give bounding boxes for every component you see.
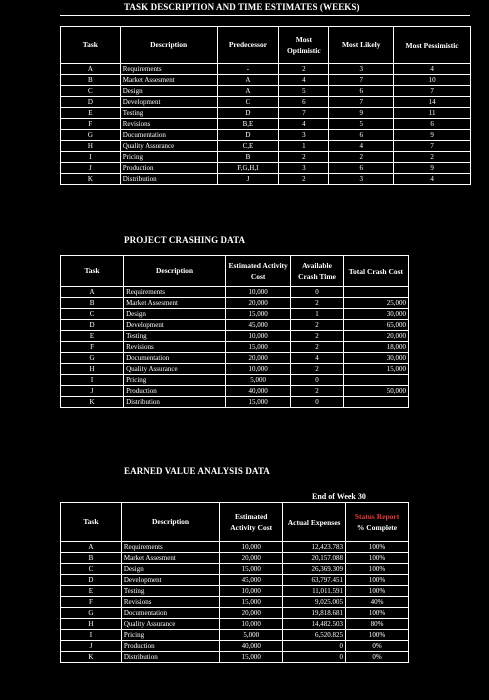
- header-task: Task: [61, 27, 121, 64]
- task-description: Market Assesment: [121, 553, 219, 564]
- task-id: K: [61, 397, 124, 408]
- percent-complete: 100%: [346, 630, 409, 641]
- table-row: [61, 386, 409, 397]
- estimated-activity-cost: 10,000: [226, 364, 291, 375]
- table-row: [61, 64, 471, 75]
- task-id: B: [61, 553, 122, 564]
- task-id: I: [61, 630, 122, 641]
- task-id: E: [61, 108, 121, 119]
- table-row: [61, 141, 471, 152]
- task-description: Documentation: [124, 353, 226, 364]
- most-pessimistic: 7: [394, 141, 471, 152]
- task-id: I: [61, 152, 121, 163]
- estimated-activity-cost: 10,000: [220, 619, 283, 630]
- table-row: [61, 287, 409, 298]
- most-likely: 7: [329, 75, 394, 86]
- actual-expenses: 11,011.591: [283, 586, 346, 597]
- table-row: [61, 342, 409, 353]
- table-row: [61, 119, 471, 130]
- estimated-activity-cost: 20,000: [220, 608, 283, 619]
- most-likely: 9: [329, 108, 394, 119]
- table-row: [61, 298, 409, 309]
- header-predecessor: Predecessor: [217, 27, 279, 64]
- actual-expenses: 20,157.088: [283, 553, 346, 564]
- percent-complete: 100%: [346, 564, 409, 575]
- estimated-activity-cost: 45,000: [226, 320, 291, 331]
- percent-complete: 100%: [346, 586, 409, 597]
- table-row: [61, 652, 409, 663]
- actual-expenses: 63,797.451: [283, 575, 346, 586]
- table-row: [61, 397, 409, 408]
- table-row: [61, 564, 409, 575]
- task-description: Testing: [121, 586, 219, 597]
- estimated-activity-cost: 15,000: [220, 564, 283, 575]
- task-id: K: [61, 652, 122, 663]
- most-likely: 6: [329, 163, 394, 174]
- task-description: Requirements: [124, 287, 226, 298]
- table-row: [61, 86, 471, 97]
- estimated-activity-cost: 10,000: [226, 331, 291, 342]
- table-row: [61, 375, 409, 386]
- total-crash-cost: 20,000: [343, 331, 408, 342]
- estimated-activity-cost: 20,000: [220, 553, 283, 564]
- header-description: Description: [120, 27, 217, 64]
- task-id: J: [61, 163, 121, 174]
- table-row: [61, 97, 471, 108]
- most-optimistic: 3: [279, 163, 329, 174]
- table-row: [61, 108, 471, 119]
- task-id: E: [61, 331, 124, 342]
- task-description: Requirements: [120, 64, 217, 75]
- total-crash-cost: [343, 397, 408, 408]
- predecessor: C,E: [217, 141, 279, 152]
- task-id: D: [61, 575, 122, 586]
- estimated-activity-cost: 5,000: [220, 630, 283, 641]
- earned-value-table: [60, 502, 409, 663]
- task-description: Testing: [120, 108, 217, 119]
- total-crash-cost: 65,000: [343, 320, 408, 331]
- table-row: [61, 586, 409, 597]
- table-row: [61, 130, 471, 141]
- task-description: Revisions: [121, 597, 219, 608]
- task-description: Distribution: [120, 174, 217, 185]
- actual-expenses: 0: [283, 652, 346, 663]
- table-row: [61, 331, 409, 342]
- percent-complete: 100%: [346, 575, 409, 586]
- section1-title: TASK DESCRIPTION AND TIME ESTIMATES (WEEKS): [124, 2, 360, 12]
- predecessor: F,G,H,I: [217, 163, 279, 174]
- time-estimates-table: [60, 26, 471, 185]
- task-description: Distribution: [121, 652, 219, 663]
- available-crash-time: 0: [291, 397, 344, 408]
- estimated-activity-cost: 15,000: [226, 309, 291, 320]
- header-most-pessimistic: Most Pessimistic: [394, 27, 471, 64]
- most-pessimistic: 14: [394, 97, 471, 108]
- most-optimistic: 2: [279, 152, 329, 163]
- header-total-crash-cost: Total Crash Cost: [343, 256, 408, 287]
- task-description: Requirements: [121, 542, 219, 553]
- crashing-table: [60, 255, 409, 408]
- most-optimistic: 2: [279, 174, 329, 185]
- available-crash-time: 1: [291, 309, 344, 320]
- task-id: E: [61, 586, 122, 597]
- section3-title: EARNED VALUE ANALYSIS DATA: [124, 466, 270, 476]
- task-description: Pricing: [124, 375, 226, 386]
- task-description: Pricing: [120, 152, 217, 163]
- predecessor: C: [217, 97, 279, 108]
- task-id: G: [61, 353, 124, 364]
- actual-expenses: 19,818.681: [283, 608, 346, 619]
- total-crash-cost: 50,000: [343, 386, 408, 397]
- percent-complete: 0%: [346, 652, 409, 663]
- task-description: Design: [124, 309, 226, 320]
- table-row: [61, 575, 409, 586]
- task-id: A: [61, 542, 122, 553]
- most-optimistic: 4: [279, 75, 329, 86]
- predecessor: D: [217, 108, 279, 119]
- predecessor: B: [217, 152, 279, 163]
- estimated-activity-cost: 10,000: [226, 287, 291, 298]
- task-description: Quality Assurance: [121, 619, 219, 630]
- period-label: End of Week 30: [312, 492, 366, 501]
- percent-complete: 80%: [346, 619, 409, 630]
- table-row: [61, 619, 409, 630]
- most-pessimistic: 6: [394, 119, 471, 130]
- most-pessimistic: 10: [394, 75, 471, 86]
- predecessor: B,E: [217, 119, 279, 130]
- table-row: [61, 641, 409, 652]
- available-crash-time: 2: [291, 331, 344, 342]
- table-row: [61, 630, 409, 641]
- actual-expenses: 26,369.309: [283, 564, 346, 575]
- task-description: Distribution: [124, 397, 226, 408]
- task-id: H: [61, 619, 122, 630]
- total-crash-cost: 25,000: [343, 298, 408, 309]
- task-description: Design: [121, 564, 219, 575]
- available-crash-time: 2: [291, 342, 344, 353]
- task-id: C: [61, 86, 121, 97]
- estimated-activity-cost: 20,000: [226, 353, 291, 364]
- most-optimistic: 2: [279, 64, 329, 75]
- available-crash-time: 0: [291, 287, 344, 298]
- task-id: H: [61, 141, 121, 152]
- header-status-report: [346, 503, 409, 542]
- predecessor: A: [217, 75, 279, 86]
- percent-complete: 100%: [346, 608, 409, 619]
- task-id: C: [61, 564, 122, 575]
- task-description: Documentation: [120, 130, 217, 141]
- header-estimated-activity-cost: Estimated Activity Cost: [220, 503, 283, 542]
- task-id: K: [61, 174, 121, 185]
- most-likely: 6: [329, 130, 394, 141]
- actual-expenses: 14,482.503: [283, 619, 346, 630]
- most-pessimistic: 11: [394, 108, 471, 119]
- available-crash-time: 2: [291, 320, 344, 331]
- total-crash-cost: 30,000: [343, 309, 408, 320]
- most-likely: 4: [329, 141, 394, 152]
- percent-complete: 100%: [346, 542, 409, 553]
- header-task: Task: [61, 256, 124, 287]
- task-description: Design: [120, 86, 217, 97]
- table-row: [61, 608, 409, 619]
- table-row: [61, 353, 409, 364]
- most-optimistic: 1: [279, 141, 329, 152]
- most-optimistic: 3: [279, 130, 329, 141]
- task-description: Quality Assurance: [124, 364, 226, 375]
- total-crash-cost: 15,000: [343, 364, 408, 375]
- most-pessimistic: 9: [394, 130, 471, 141]
- most-optimistic: 7: [279, 108, 329, 119]
- most-pessimistic: 4: [394, 174, 471, 185]
- most-likely: 3: [329, 174, 394, 185]
- header-description: Description: [121, 503, 219, 542]
- table-row: [61, 597, 409, 608]
- task-description: Market Assesment: [124, 298, 226, 309]
- task-description: Revisions: [124, 342, 226, 353]
- estimated-activity-cost: 45,000: [220, 575, 283, 586]
- section2-title: PROJECT CRASHING DATA: [124, 235, 246, 245]
- task-description: Market Assesment: [120, 75, 217, 86]
- total-crash-cost: 30,000: [343, 353, 408, 364]
- predecessor: D: [217, 130, 279, 141]
- estimated-activity-cost: 15,000: [220, 652, 283, 663]
- estimated-activity-cost: 15,000: [226, 342, 291, 353]
- header-most-likely: Most Likely: [329, 27, 394, 64]
- actual-expenses: 6,520.825: [283, 630, 346, 641]
- actual-expenses: 12,423.783: [283, 542, 346, 553]
- percent-complete: 40%: [346, 597, 409, 608]
- table-row: [61, 163, 471, 174]
- task-id: G: [61, 608, 122, 619]
- task-id: I: [61, 375, 124, 386]
- task-description: Development: [120, 97, 217, 108]
- percent-complete: 100%: [346, 553, 409, 564]
- task-description: Development: [121, 575, 219, 586]
- task-id: F: [61, 342, 124, 353]
- available-crash-time: 2: [291, 298, 344, 309]
- total-crash-cost: 18,000: [343, 342, 408, 353]
- percent-complete-label: % Complete: [356, 523, 398, 532]
- task-id: H: [61, 364, 124, 375]
- task-id: G: [61, 130, 121, 141]
- actual-expenses: 0: [283, 641, 346, 652]
- task-id: A: [61, 64, 121, 75]
- most-likely: 7: [329, 97, 394, 108]
- table-row: [61, 309, 409, 320]
- task-id: B: [61, 298, 124, 309]
- estimated-activity-cost: 10,000: [220, 586, 283, 597]
- task-description: Quality Assurance: [120, 141, 217, 152]
- estimated-activity-cost: 20,000: [226, 298, 291, 309]
- table-row: [61, 75, 471, 86]
- header-task: Task: [61, 503, 122, 542]
- total-crash-cost: [343, 375, 408, 386]
- percent-complete: 0%: [346, 641, 409, 652]
- estimated-activity-cost: 15,000: [226, 397, 291, 408]
- available-crash-time: 2: [291, 364, 344, 375]
- header-description: Description: [124, 256, 226, 287]
- estimated-activity-cost: 5,000: [226, 375, 291, 386]
- predecessor: J: [217, 174, 279, 185]
- task-id: F: [61, 119, 121, 130]
- most-pessimistic: 4: [394, 64, 471, 75]
- task-description: Production: [120, 163, 217, 174]
- table-row: [61, 152, 471, 163]
- status-report-label: Status Report: [354, 512, 400, 521]
- table-row: [61, 174, 471, 185]
- task-description: Production: [124, 386, 226, 397]
- header-estimated-activity-cost: Estimated Activity Cost: [226, 256, 291, 287]
- available-crash-time: 2: [291, 386, 344, 397]
- most-likely: 5: [329, 119, 394, 130]
- most-pessimistic: 2: [394, 152, 471, 163]
- predecessor: A: [217, 86, 279, 97]
- header-actual-expenses: Actual Expenses: [283, 503, 346, 542]
- estimated-activity-cost: 40,000: [226, 386, 291, 397]
- task-id: B: [61, 75, 121, 86]
- most-likely: 6: [329, 86, 394, 97]
- estimated-activity-cost: 10,000: [220, 542, 283, 553]
- task-description: Production: [121, 641, 219, 652]
- most-optimistic: 4: [279, 119, 329, 130]
- available-crash-time: 0: [291, 375, 344, 386]
- actual-expenses: 9,025.005: [283, 597, 346, 608]
- predecessor: -: [217, 64, 279, 75]
- most-pessimistic: 9: [394, 163, 471, 174]
- header-most-optimistic: Most Optimistic: [279, 27, 329, 64]
- task-id: A: [61, 287, 124, 298]
- most-likely: 2: [329, 152, 394, 163]
- estimated-activity-cost: 40,000: [220, 641, 283, 652]
- task-description: Testing: [124, 331, 226, 342]
- most-optimistic: 6: [279, 97, 329, 108]
- task-id: F: [61, 597, 122, 608]
- table-row: [61, 553, 409, 564]
- task-id: J: [61, 386, 124, 397]
- task-description: Development: [124, 320, 226, 331]
- task-description: Documentation: [121, 608, 219, 619]
- total-crash-cost: [343, 287, 408, 298]
- most-likely: 3: [329, 64, 394, 75]
- table-row: [61, 542, 409, 553]
- task-id: D: [61, 320, 124, 331]
- most-pessimistic: 7: [394, 86, 471, 97]
- task-description: Pricing: [121, 630, 219, 641]
- header-available-crash-time: Available Crash Time: [291, 256, 344, 287]
- estimated-activity-cost: 15,000: [220, 597, 283, 608]
- task-id: C: [61, 309, 124, 320]
- table-row: [61, 364, 409, 375]
- most-optimistic: 5: [279, 86, 329, 97]
- available-crash-time: 4: [291, 353, 344, 364]
- task-description: Revisions: [120, 119, 217, 130]
- table-row: [61, 320, 409, 331]
- task-id: D: [61, 97, 121, 108]
- task-id: J: [61, 641, 122, 652]
